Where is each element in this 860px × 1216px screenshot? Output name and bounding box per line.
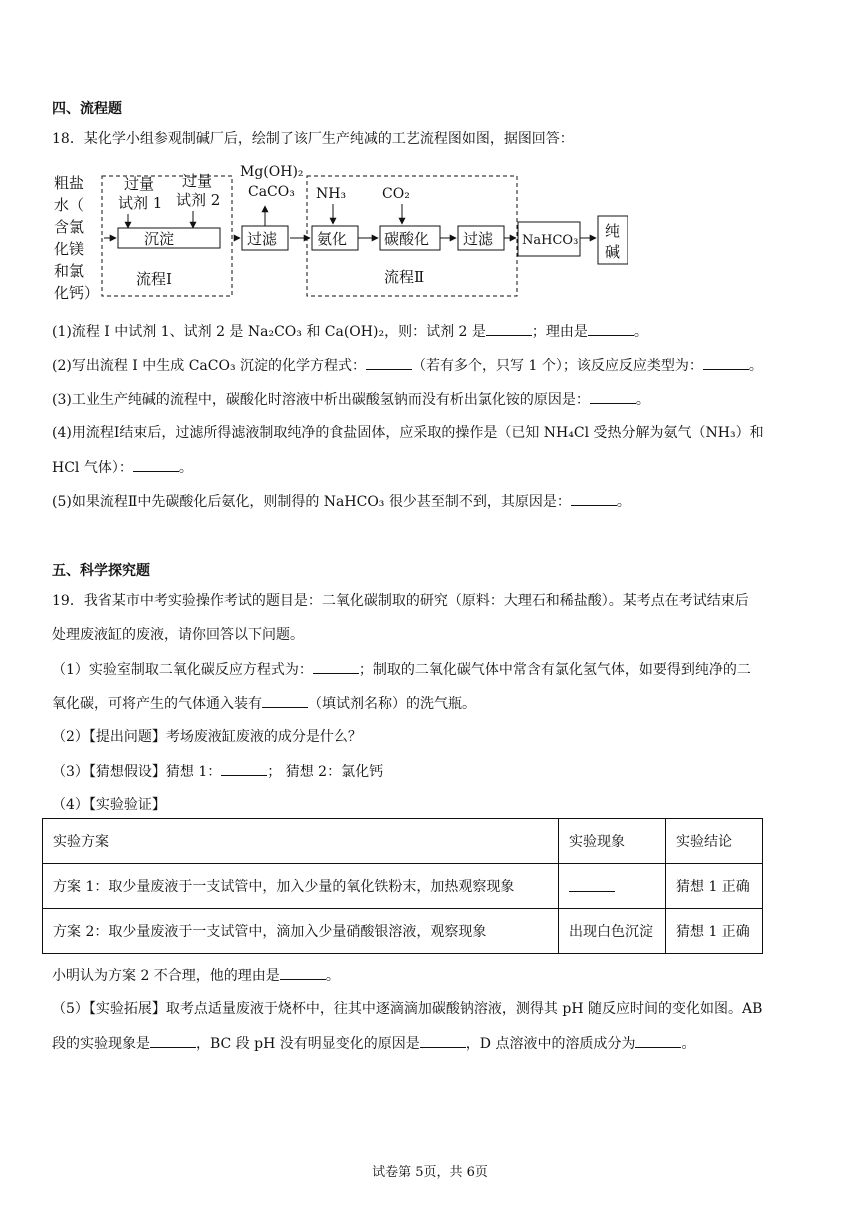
raw-material-label [54, 174, 99, 302]
q19-sub3: （3）【猜想假设】猜想 1： ； 猜想 2：氯化钙 [52, 761, 812, 782]
table-header-cell: 实验现象 [559, 819, 666, 864]
svg-text:化钙）: 化钙） [54, 284, 100, 302]
reagent-1-label-1: 过量 [124, 175, 155, 193]
section-4-title: 四、流程题 [52, 101, 122, 117]
co2-label: CO₂ [382, 186, 410, 202]
q18-sub4-line1: (4)用流程Ⅰ结束后，过滤所得滤液制取纯净的食盐固体，应采取的操作是（已知 NH₄Cl 受热分解为氨气（NH₃）和 [52, 425, 764, 441]
nh3-label: NH₃ [316, 186, 347, 202]
q19-sub2: （2）【提出问题】考场废液缸废液的成分是什么？ [52, 729, 362, 745]
svg-text:和氯: 和氯 [54, 262, 85, 280]
question-19-stem-1: 19．我省某市中考实验操作考试的题目是：二氧化碳制取的研究（原料：大理石和稀盐酸）。某考点在考试结束后 [52, 593, 749, 609]
page-footer: 试卷第 5页，共 6页 [372, 1165, 488, 1180]
table-cell: 方案 2：取少量废液于一支试管中，滴加入少量硝酸银溶液，观察现象 [43, 909, 559, 954]
table-header-row [43, 819, 763, 864]
ammoniation-label: 氨化 [317, 230, 348, 248]
question-19-stem-2: 处理废液缸的废液，请你回答以下问题。 [52, 627, 304, 643]
table-cell: 出现白色沉淀 [559, 909, 666, 954]
byproduct-caco3: CaCO₃ [248, 184, 295, 200]
svg-text:化镁: 化镁 [54, 240, 85, 258]
table-header-cell: 实验结论 [666, 819, 763, 864]
q18-sub5: (5)如果流程Ⅱ中先碳酸化后氨化，则制得的 NaHCO₃ 很少甚至制不到，其原因是： 。 [52, 491, 812, 512]
process-flow-diagram [48, 160, 628, 305]
q19-sub5-line2: 段的实验现象是 ，BC 段 pH 没有明显变化的原因是 ，D 点溶液中的溶质成分为 。 [52, 1033, 812, 1054]
reagent-1-label-2: 试剂 1 [118, 194, 163, 212]
svg-text:水（: 水（ [54, 196, 85, 214]
table-cell: 猜想 1 正确 [666, 909, 763, 954]
soda-label-1: 纯 [605, 222, 621, 240]
process-1-label: 流程Ⅰ [136, 270, 172, 288]
carbonation-label: 碳酸化 [384, 230, 430, 248]
soda-label-2: 碱 [605, 243, 621, 261]
q19-sub4: （4）【实验验证】 [52, 797, 166, 813]
process-2-label: 流程Ⅱ [384, 268, 425, 286]
q18-sub3: (3)工业生产纯碱的流程中，碳酸化时溶液中析出碳酸氢钠而没有析出氯化铵的原因是： 。 [52, 389, 812, 410]
q19-sub5-line1: （5）【实验拓展】取考点适量废液于烧杯中，往其中逐滴滴加碳酸钠溶液，测得其 pH 随反应时间的变化如图。AB [52, 1001, 763, 1017]
svg-text:含氯: 含氯 [54, 218, 85, 236]
reagent-2-label-1: 过量 [182, 172, 213, 190]
reagent-2-label-2: 试剂 2 [176, 191, 221, 209]
experiment-table [42, 818, 763, 954]
byproduct-mgoh2: Mg(OH)₂ [240, 164, 304, 180]
table-cell: 猜想 1 正确 [666, 864, 763, 909]
precipitation-label: 沉淀 [144, 230, 175, 248]
table-header-cell: 实验方案 [43, 819, 559, 864]
filter-1-label: 过滤 [247, 230, 278, 248]
xiaoming-comment: 小明认为方案 2 不合理，他的理由是 。 [52, 965, 812, 986]
table-cell: 方案 1：取少量废液于一支试管中，加入少量的氧化铁粉末，加热观察现象 [43, 864, 559, 909]
q18-sub1: (1)流程 I 中试剂 1、试剂 2 是 Na₂CO₃ 和 Ca(OH)₂，则：试剂 2 是 ；理由是 。 [52, 321, 812, 342]
question-18-stem: 18．某化学小组参观制碱厂后，绘制了该厂生产纯减的工艺流程图如图，据图回答： [52, 131, 574, 147]
q19-sub1-line1: （1）实验室制取二氧化碳反应方程式为： ；制取的二氧化碳气体中常含有氯化氢气体，如要得到纯净的二 [52, 659, 812, 680]
svg-text:粗盐: 粗盐 [54, 174, 85, 192]
q18-sub2: (2)写出流程 I 中生成 CaCO₃ 沉淀的化学方程式： （若有多个，只写 1 个）；该反应反应类型为： 。 [52, 355, 812, 376]
table-cell-blank [559, 864, 666, 909]
q18-sub4-line2: HCl 气体）： 。 [52, 457, 812, 478]
section-5-title: 五、科学探究题 [52, 563, 150, 579]
q19-sub1-line2: 氧化碳，可将产生的气体通入装有 （填试剂名称）的洗气瓶。 [52, 693, 812, 714]
table-row [43, 864, 763, 909]
nahco3-label: NaHCO₃ [522, 233, 579, 248]
table-row [43, 909, 763, 954]
filter-2-label: 过滤 [463, 230, 494, 248]
